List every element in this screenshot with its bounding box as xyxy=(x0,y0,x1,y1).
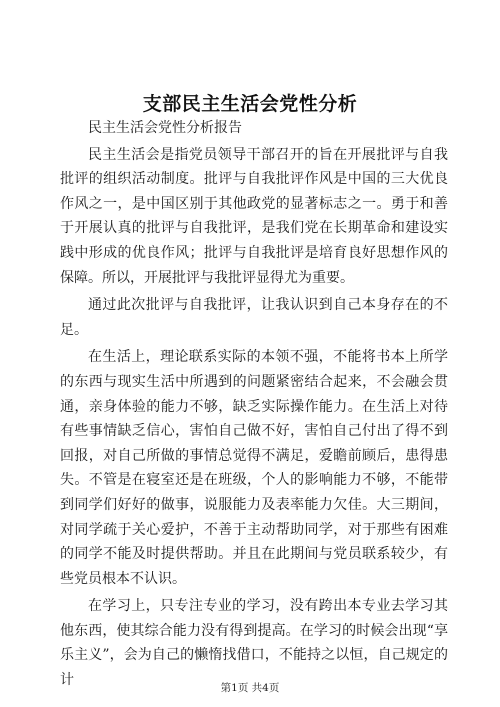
document-subtitle: 民主生活会党性分析报告 xyxy=(88,120,242,136)
document-title: 支部民主生活会党性分析 xyxy=(142,93,358,115)
paragraph-study: 在学习上，只专注专业的学习，没有跨出本专业去学习其他东西，使其综合能力没有得到提高。在学习的时候会出现“享乐主义”，会为自己的懒惰找借口，不能持之以恒，自己规定的计 xyxy=(60,598,448,689)
page-footer: 第1页 共4页 xyxy=(220,682,280,694)
document-body xyxy=(60,116,448,693)
paragraph-life: 在生活上，理论联系实际的本领不强，不能将书本上所学的东西与现实生活中所遇到的问题紧密结合起来，不会融会贯通，亲身体验的能力不够，缺乏实际操作能力。在生活上对待有些事情缺乏信心，害怕自己做不好，害怕自己付出了得不到回报，对自己所做的事情总觉得不满足，爱瞻前顾后，患得患失。不管是在寝室还是在班级，个人的影响能力不够，不能带到同学们好好的做事，说服能力及表率能力欠佳。大三期间，对同学疏于关心爱护，不善于主动帮助同学，对于那些有困难的同学不能及时提供帮助。并且在此期间与党员联系较少，有些党员根本不认识。 xyxy=(60,349,448,587)
paragraph-intro: 民主生活会是指党员领导干部召开的旨在开展批评与自我批评的组织活动制度。批评与自我批评作风是中国的三大优良作风之一，是中国区别于其他政党的显著标志之一。勇于和善于开展认真的批评与自我批评，是我们党在长期革命和建设实践中形成的优良作风；批评与自我批评是培育良好思想作风的保障。所以，开展批评与我批评显得尤为重要。 xyxy=(60,146,448,286)
paragraph-summary: 通过此次批评与自我批评，让我认识到自己本身存在的不足。 xyxy=(60,297,448,338)
